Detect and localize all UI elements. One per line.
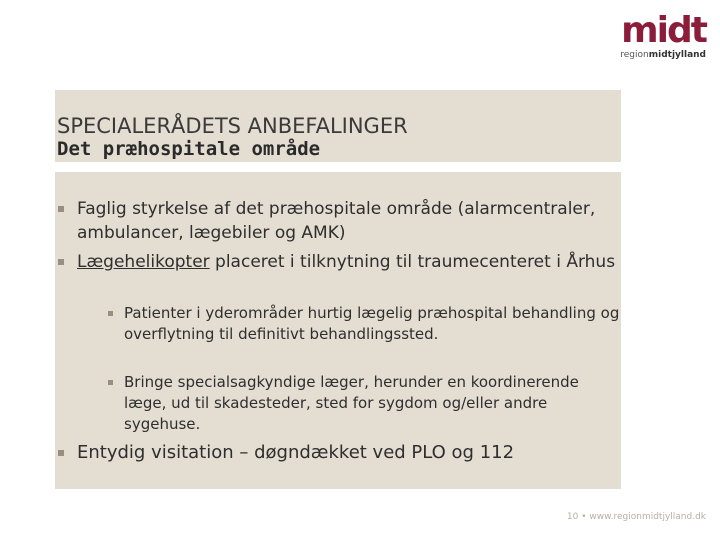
title-panel [55, 90, 621, 162]
bullet-item [55, 197, 617, 245]
bullet-marker [58, 450, 64, 456]
slide-subtitle: Det præhospitale område [57, 138, 321, 160]
bullet-item [55, 441, 637, 465]
logo-sub-bold: midtjylland [648, 50, 706, 60]
bullet-marker [108, 380, 113, 385]
footer-page-info: 10 • www.regionmidtjylland.dk [566, 512, 706, 522]
bullet-marker [58, 259, 64, 265]
logo-sub-prefix: region [620, 50, 649, 60]
sub-bullet-text: Patienter i yderområder hurtig lægelig præhospital behandling og overflytning til definitivt behandlingssted. [124, 304, 620, 343]
bullet-marker [108, 311, 113, 316]
sub-bullet-item [107, 372, 624, 435]
bullet-text: Faglig styrkelse af det præhospitale område (alarmcentraler, ambulancer, lægebiler og AMK) [77, 199, 596, 243]
bullet-link-text[interactable]: Lægehelikopter [77, 252, 210, 272]
bullet-marker [58, 206, 64, 212]
bullet-text: Entydig visitation – døgndækket ved PLO og 112 [77, 442, 515, 463]
sub-bullet-text: Bringe specialsagkyndige læger, herunder en koordinerende læge, ud til skadesteder, sted for sygdom og/eller andre sygehuse. [124, 373, 579, 433]
bullet-text: placeret i tilknytning til traumecenteret i Århus [209, 252, 616, 272]
logo-subtitle [620, 50, 706, 61]
slide-title: SPECIALERÅDETS ANBEFALINGER [57, 114, 408, 138]
bullet-item [55, 250, 617, 274]
brand-logo [620, 10, 706, 61]
logo-mark: midt [621, 10, 706, 51]
content-panel [55, 172, 621, 489]
sub-bullet-item [107, 303, 624, 345]
